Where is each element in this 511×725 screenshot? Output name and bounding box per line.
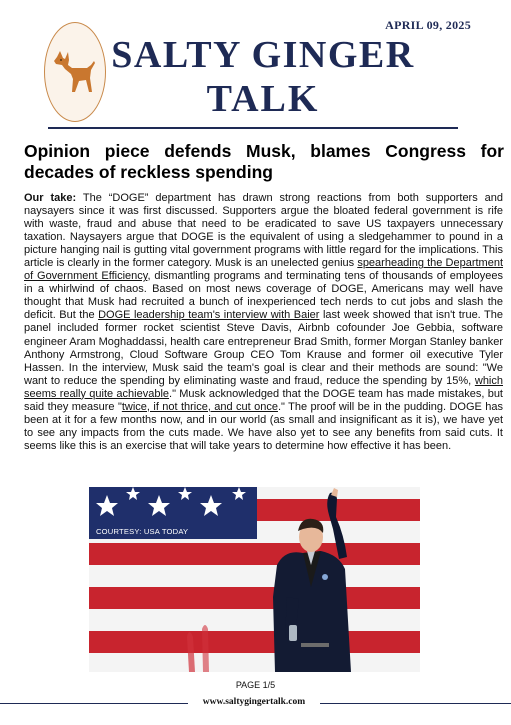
- link-doge-department[interactable]: spearheading the Department of Government Efficiency: [24, 257, 504, 283]
- body-segment-5: ." The proof will be in the pudding. DOGE has been at it for a few months now, and in our world (as small and insignificant as it is), we have yet to see any impacts from the cuts made. We have also yet to see any benefits from said cuts. It seems like this is an exercise that will take years to determine how effective it has been.: [24, 400, 503, 452]
- masthead-line-1: SALTY GINGER: [111, 34, 415, 76]
- dog-icon: [51, 51, 97, 95]
- link-achievable[interactable]: which seems really quite achievable: [24, 374, 503, 400]
- logo: [44, 22, 106, 122]
- body-segment-1: The “DOGE” department has drawn strong reactions from both supporters and naysayers since it was first discussed. Supporters argue the bloated federal government is rife with waste, fraud and abuse that need to be eradicated to save US taxpayers unnecessary taxation. Naysayers argue that DOGE is the equivalent of using a sledgehammer to pound in a picture hanging nail is gutting vital government programs with little regard for the implications. This article is clearly in the former category. Musk is an unelected genius: [24, 192, 503, 270]
- body-segment-4: ." Musk acknowledged that the DOGE team has made mistakes, but said they measure ": [24, 387, 503, 413]
- article-photo: [89, 487, 420, 672]
- footer-divider-left: [0, 703, 188, 704]
- body-segment-2: , dismantling programs and terminating tens of thousands of employees in a whirlwind of chaos. Based on most news coverage of DOGE, Americans may well have thought that Musk had recruited a bunch of inexperienced tech nerds to cut jobs and slash the deficit. But the: [24, 270, 503, 322]
- header-divider: [48, 127, 458, 129]
- page-number: PAGE 1/5: [235, 680, 276, 690]
- masthead-line-2: TALK: [206, 78, 320, 120]
- link-twice-thrice[interactable]: twice, if not thrice, and cut once: [121, 400, 278, 413]
- article-body: [24, 192, 503, 453]
- photo-credit: COURTESY: USA TODAY: [96, 527, 189, 536]
- date: APRIL 09, 2025: [385, 18, 471, 32]
- masthead: [108, 34, 418, 120]
- headline: Opinion piece defends Musk, blames Congress for decades of reckless spending: [24, 141, 504, 182]
- footer-url[interactable]: www.saltygingertalk.com: [202, 697, 306, 707]
- lead-label: Our take:: [24, 192, 77, 204]
- footer-divider-right: [320, 703, 511, 704]
- link-baier-interview[interactable]: DOGE leadership team's interview with Baier: [98, 309, 320, 322]
- body-segment-3: last week showed that isn't true. The panel included former rocket scientist Steve Davis, Airbnb cofounder Joe Gebbia, software engineer Aram Moghaddassi, health care entrepreneur Brad Smith, former Morgan Stanley banker Anthony Armstrong, Cloud Software Group CEO Tom Krause and former oil executive Tyler Hassen. In the interview, Musk said the team's goal is clear and their methods are sound: "We want to reduce the spending by eliminating waste and fraud, reduce the spending by 15%,: [24, 309, 503, 387]
- flag-background: [89, 487, 420, 672]
